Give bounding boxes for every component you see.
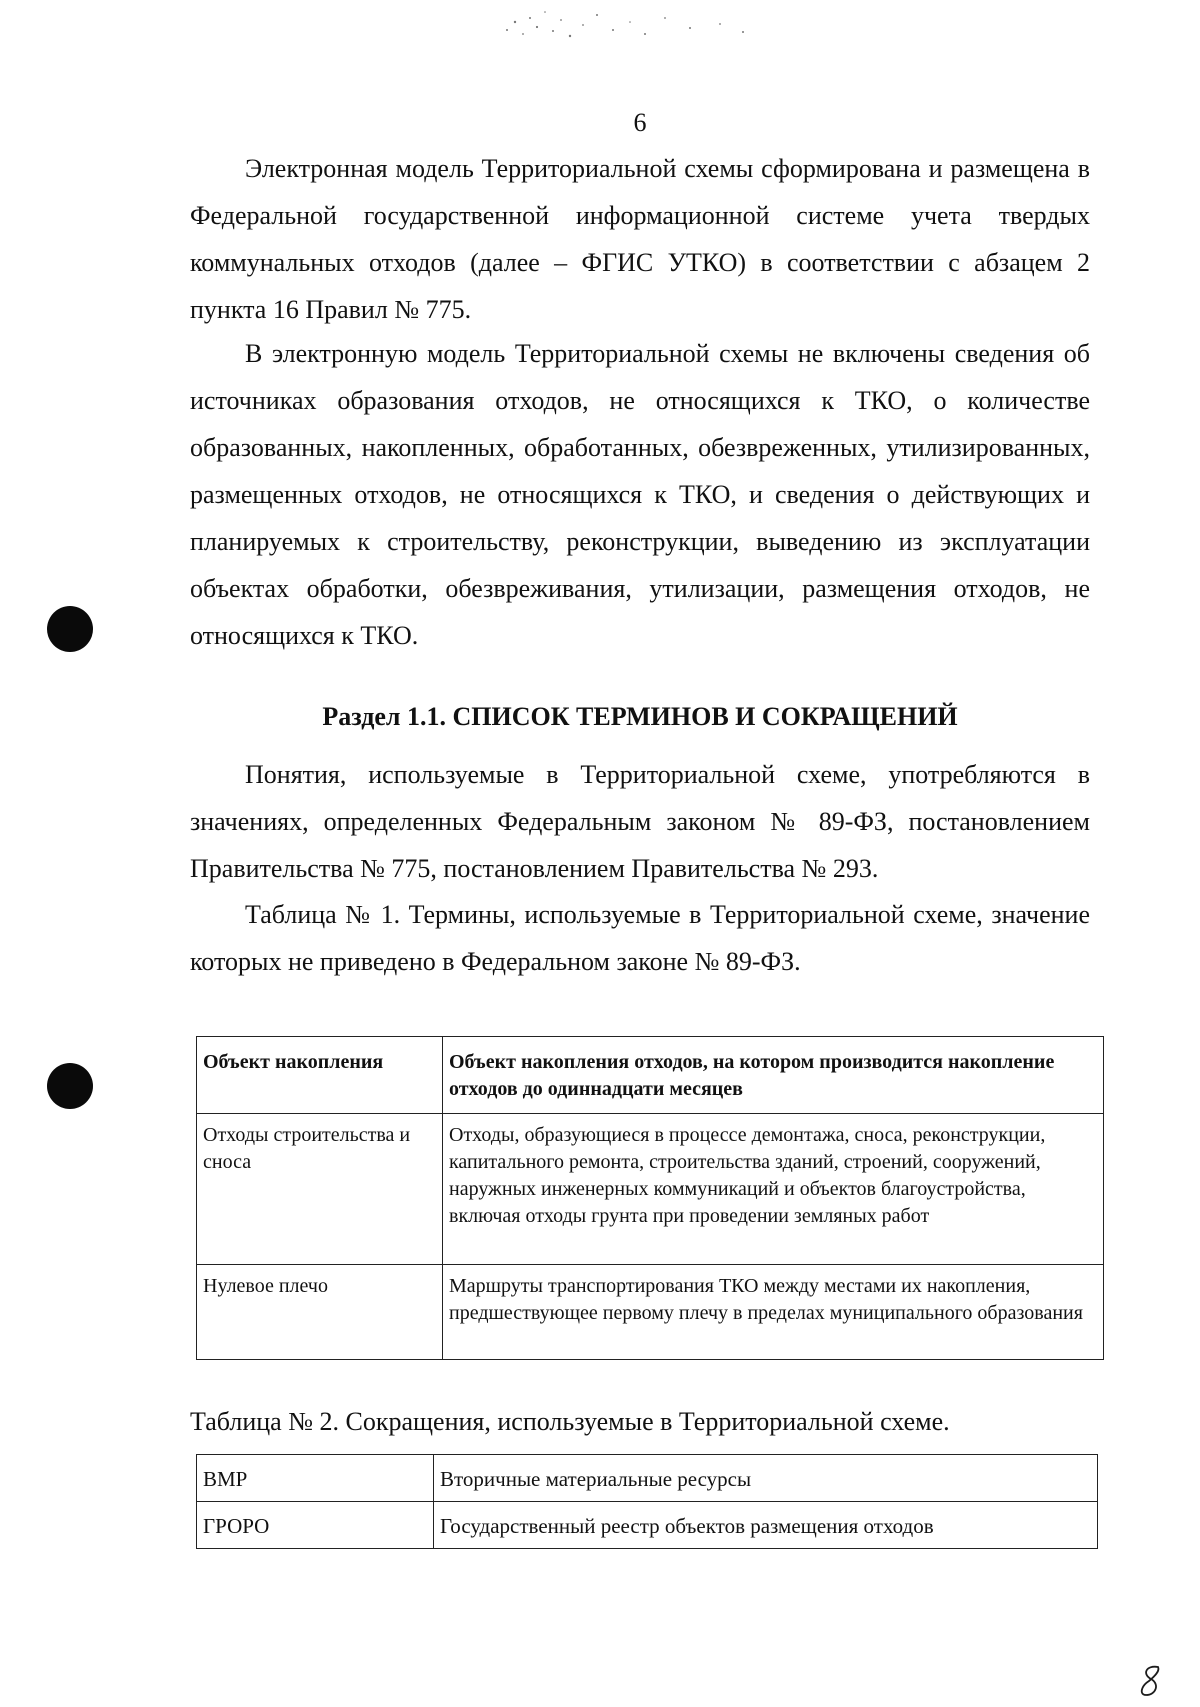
- table-row: [197, 1455, 1098, 1502]
- table-cell-term: Объект накопления: [197, 1037, 443, 1114]
- table-row: [197, 1114, 1104, 1265]
- punch-hole: [47, 606, 93, 652]
- page-number: 6: [633, 108, 647, 137]
- table-cell-definition: Объект накопления отходов, на котором производится накопление отходов до одиннадцати месяцев: [443, 1037, 1104, 1114]
- section-heading: Раздел 1.1. СПИСОК ТЕРМИНОВ И СОКРАЩЕНИЙ: [322, 702, 958, 731]
- table2-caption: Таблица № 2. Сокращения, используемые в Территориальной схеме.: [190, 1407, 950, 1436]
- table-cell-definition: Отходы, образующиеся в процессе демонтажа, сноса, реконструкции, капитального ремонта, строительства зданий, строений, сооружений, наружных инженерных коммуникаций и объектов благоустройства, включая отходы грунта при проведении земляных работ: [443, 1114, 1104, 1265]
- paragraph-exclusions: В электронную модель Территориальной схемы не включены сведения об источниках образования отходов, не относящихся к ТКО, о количестве образованных, накопленных, обработанных, обезвреженных, утилизированных, размещенных отходов, не относящихся к ТКО, и сведения о действующих и планируемых к строительству, реконструкции, выведению из эксплуатации объектах обработки, обезвреживания, утилизации, размещения отходов, не относящихся к ТКО.: [190, 339, 1090, 650]
- table-cell-meaning: Вторичные материальные ресурсы: [434, 1455, 1098, 1502]
- table-cell-term: Отходы строительства и сноса: [197, 1114, 443, 1265]
- terms-table: [196, 1036, 1104, 1360]
- table-cell-meaning: Государственный реестр объектов размещения отходов: [434, 1502, 1098, 1549]
- table-cell-term: Нулевое плечо: [197, 1265, 443, 1360]
- scan-specks: [495, 0, 755, 45]
- table-row: [197, 1265, 1104, 1360]
- paragraph-electronic-model: Электронная модель Территориальной схемы сформирована и размещена в Федеральной государственной информационной системе учета твердых коммунальных отходов (далее – ФГИС УТКО) в соответствии с абзацем 2 пункта 16 Правил № 775.: [190, 154, 1090, 324]
- handwritten-page-mark: [1138, 1664, 1164, 1698]
- abbreviations-table: [196, 1454, 1098, 1549]
- table-row: [197, 1502, 1098, 1549]
- table1-caption: Таблица № 1. Термины, используемые в Территориальной схеме, значение которых не приведено в Федеральном законе № 89-ФЗ.: [190, 900, 1090, 976]
- table-row: [197, 1037, 1104, 1114]
- punch-hole: [47, 1063, 93, 1109]
- table-cell-definition: Маршруты транспортирования ТКО между местами их накопления, предшествующее первому плечу в пределах муниципального образования: [443, 1265, 1104, 1360]
- table-cell-abbreviation: ВМР: [197, 1455, 434, 1502]
- paragraph-concepts: Понятия, используемые в Территориальной схеме, употребляются в значениях, определенных Федеральным законом № 89-ФЗ, постановлением Правительства № 775, постановлением Правительства № 293.: [190, 760, 1090, 883]
- table-cell-abbreviation: ГРОРО: [197, 1502, 434, 1549]
